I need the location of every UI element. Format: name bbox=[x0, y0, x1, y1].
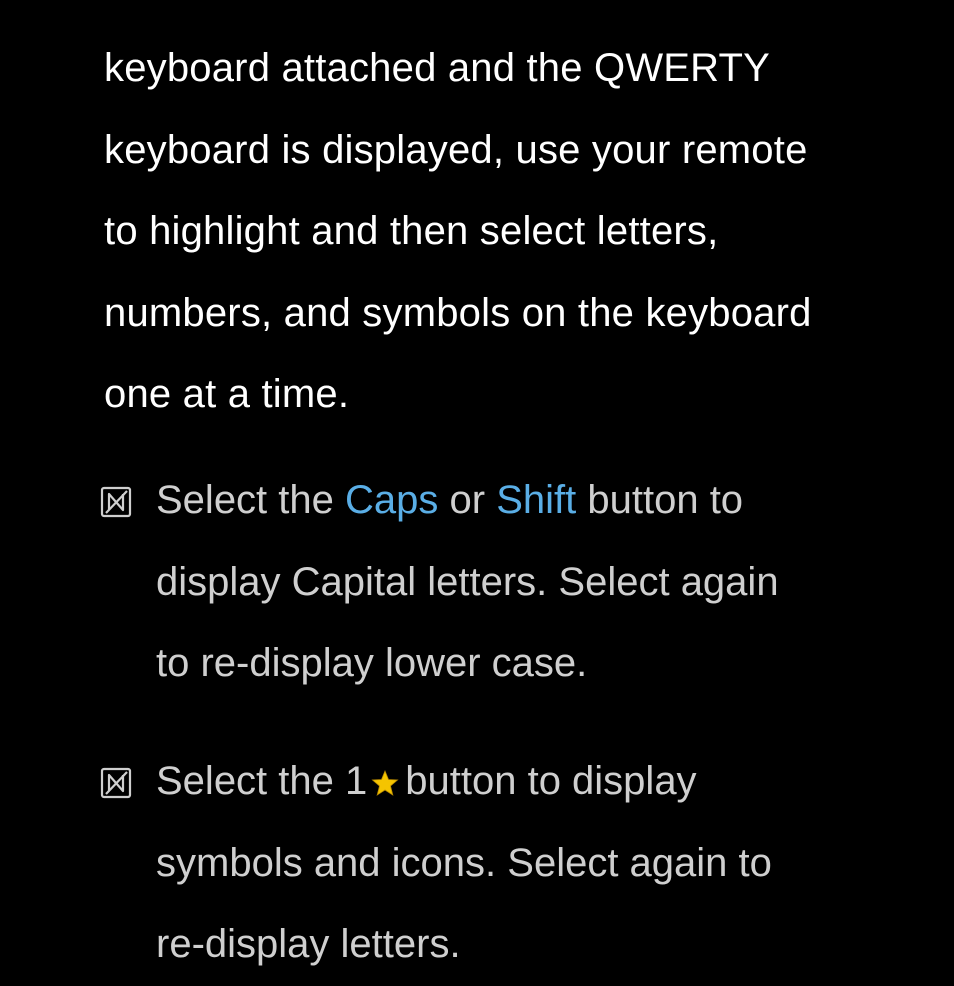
note-text-segment: or bbox=[438, 478, 497, 522]
paragraph-line: keyboard is displayed, use your remote bbox=[104, 127, 808, 172]
note-text-segment: Select the bbox=[156, 478, 346, 522]
paragraph-line: to highlight and then select letters, bbox=[104, 209, 719, 253]
note-text-segment: Select the 1 bbox=[156, 759, 368, 803]
note-line: display Capital letters. Select again bbox=[156, 559, 779, 604]
caps-button-label: Caps bbox=[345, 478, 439, 522]
note-text bbox=[156, 741, 946, 986]
note-line: re-display letters. bbox=[156, 922, 461, 966]
note-text-segment: button to display bbox=[405, 759, 697, 803]
note-line bbox=[156, 741, 946, 823]
paragraph-line: keyboard attached and the QWERTY bbox=[104, 46, 771, 90]
shift-button-label: Shift bbox=[496, 478, 577, 522]
note-text bbox=[156, 460, 946, 705]
paragraph-line: one at a time. bbox=[104, 372, 350, 416]
note-text-segment: button to bbox=[576, 478, 744, 522]
note-icon bbox=[100, 767, 132, 799]
note-icon bbox=[100, 486, 132, 518]
note-line: symbols and icons. Select again to bbox=[156, 840, 772, 885]
star-icon bbox=[371, 769, 399, 797]
body-paragraph bbox=[104, 28, 944, 436]
paragraph-line: numbers, and symbols on the keyboard bbox=[104, 290, 812, 335]
note-line: to re-display lower case. bbox=[156, 641, 588, 685]
note-line bbox=[156, 460, 946, 542]
